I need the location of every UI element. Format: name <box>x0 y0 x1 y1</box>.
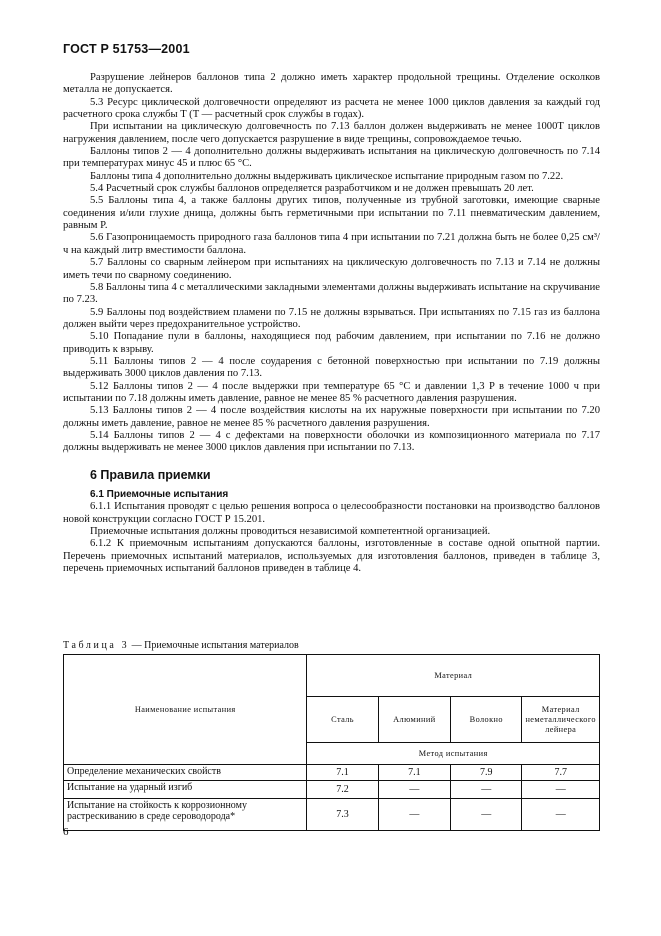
paragraph: 5.8 Баллоны типа 4 с металлическими закладными элементами должны выдерживать испытание на скручивание по 7.23. <box>63 281 600 306</box>
table-cell: 7.9 <box>451 765 522 781</box>
paragraph: 5.12 Баллоны типов 2 — 4 после выдержки при температуре 65 °С и давлении 1,3 P в течение 1000 ч при испытании по 7.18 должны иметь давление, равное не менее 85 % расчетного давления разрушения. <box>63 380 600 404</box>
paragraph: 5.9 Баллоны под воздействием пламени по 7.15 не должны взрываться. При испытаниях по 7.15 газ из баллона должен выйти через предохранительное устройство. <box>63 306 600 330</box>
table-cell: 7.1 <box>378 765 451 781</box>
paragraph: 5.3 Ресурс циклической долговечности определяют из расчета не менее 1000 циклов давления за каждый год расчетного срока службы T (T — расчетный срок службы в годах). <box>63 96 600 121</box>
paragraph: 6.1.2 К приемочным испытаниям допускаются баллоны, изготовленные в составе одной опытной партии. Перечень приемочных испытаний материалов, используемых для изготовления баллонов, приведен в таблице 3, перечень приемочных испытаний баллонов приведен в таблице 4. <box>63 538 600 575</box>
table-header-material: Материал <box>307 655 600 697</box>
table-header-fiber: Волокно <box>451 697 522 743</box>
subsection-title-line <box>63 489 600 501</box>
table-cell-name: Испытание на ударный изгиб <box>64 781 307 799</box>
table-cell-name: Определение механических свойств <box>64 765 307 781</box>
paragraph: 5.4 Расчетный срок службы баллонов определяется разработчиком и не должен превышать 20 лет. <box>90 183 534 195</box>
page-number: 6 <box>63 826 69 838</box>
subsection-title: 6.1 Приемочные испытания <box>90 489 229 500</box>
table-cell: 7.2 <box>307 781 378 799</box>
document-header: ГОСТ Р 51753—2001 <box>63 42 190 56</box>
paragraph: Разрушение лейнеров баллонов типа 2 должно иметь характер продольной трещины. Отделение осколков металла не допускается. <box>63 72 600 96</box>
paragraph: 5.6 Газопроницаемость природного газа баллонов типа 4 при испытании по 7.21 должна быть не более 0,25 см³/ч на каждый литр вместимости баллона. <box>63 232 600 256</box>
table-row <box>64 799 600 831</box>
paragraph: Баллоны типа 4 дополнительно должны выдерживать циклическое испытание природным газом по 7.22. <box>90 170 564 182</box>
table-cell: 7.7 <box>522 765 600 781</box>
table-cell: — <box>522 799 600 831</box>
paragraph: 5.11 Баллоны типов 2 — 4 после соударения с бетонной поверхностью при испытании по 7.19 должны выдерживать 3000 циклов давления по 7.13. <box>63 355 600 380</box>
paragraph: 5.7 Баллоны со сварным лейнером при испытаниях на циклическую долговечность по 7.13 и 7.14 не должны иметь течи по сварному соединению. <box>63 257 600 281</box>
table-cell: 7.3 <box>307 799 378 831</box>
materials-test-table <box>63 654 600 831</box>
table-cell: — <box>451 799 522 831</box>
table-caption <box>63 640 299 651</box>
paragraph: 5.5 Баллоны типа 4, а также баллоны других типов, полученные из трубной заготовки, имеющие сварные соединения и/или глухие днища, должны быть герметичными при испытании по 7.11 пневматическим давлением, равным P. <box>63 195 600 232</box>
table-cell: — <box>451 781 522 799</box>
paragraph: 5.10 Попадание пули в баллоны, находящиеся под рабочим давлением, при испытании по 7.16 не должно приводить к взрыву. <box>63 331 600 355</box>
paragraph: При испытании на циклическую долговечность по 7.13 баллон должен выдерживать не менее 1000T циклов нагружения давлением, после чего допускается разрушение в виде трещины, сопровождаемое течью. <box>63 121 600 145</box>
paragraph: 5.13 Баллоны типов 2 — 4 после воздействия кислоты на их наружные поверхности при испытании по 7.20 должны иметь давление, равное не менее 85 % расчетного давления разрушения. <box>63 405 600 429</box>
section-title: 6 Правила приемки <box>90 467 211 482</box>
paragraph: Приемочные испытания должны проводиться независимой компетентной организацией. <box>90 526 491 538</box>
table-caption-text: — Приемочные испытания материалов <box>129 640 299 651</box>
table-cell: — <box>378 799 451 831</box>
table-header-steel: Сталь <box>307 697 378 743</box>
body-text <box>63 72 600 575</box>
table-header-test-name: Наименование испытания <box>64 655 307 765</box>
table-cell-name: Испытание на стойкость к коррозионному растрескиванию в среде сероводорода* <box>64 799 307 831</box>
paragraph: 5.14 Баллоны типов 2 — 4 с дефектами на поверхности оболочки из композиционного материала по 7.17 должны выдерживать не менее 3000 циклов давления при испытании по 7.13. <box>63 429 600 454</box>
paragraph: 6.1.1 Испытания проводят с целью решения вопроса о целесообразности постановки на производство баллонов новой конструкции согласно ГОСТ Р 15.201. <box>63 501 600 525</box>
table-caption-label: Таблица 3 <box>63 640 130 651</box>
table-cell: — <box>522 781 600 799</box>
table-header-method: Метод испытания <box>307 743 600 765</box>
table-header-aluminium: Алюминий <box>378 697 451 743</box>
paragraph: Баллоны типов 2 — 4 дополнительно должны выдерживать испытания на циклическую долговечность по 7.14 при температурах минус 45 и плюс 65 °С. <box>63 146 600 170</box>
table-header-nonmetal-liner: Материал неметаллического лейнера <box>522 697 600 743</box>
table-row <box>64 765 600 781</box>
table-cell: — <box>378 781 451 799</box>
table-row <box>64 781 600 799</box>
table-cell: 7.1 <box>307 765 378 781</box>
